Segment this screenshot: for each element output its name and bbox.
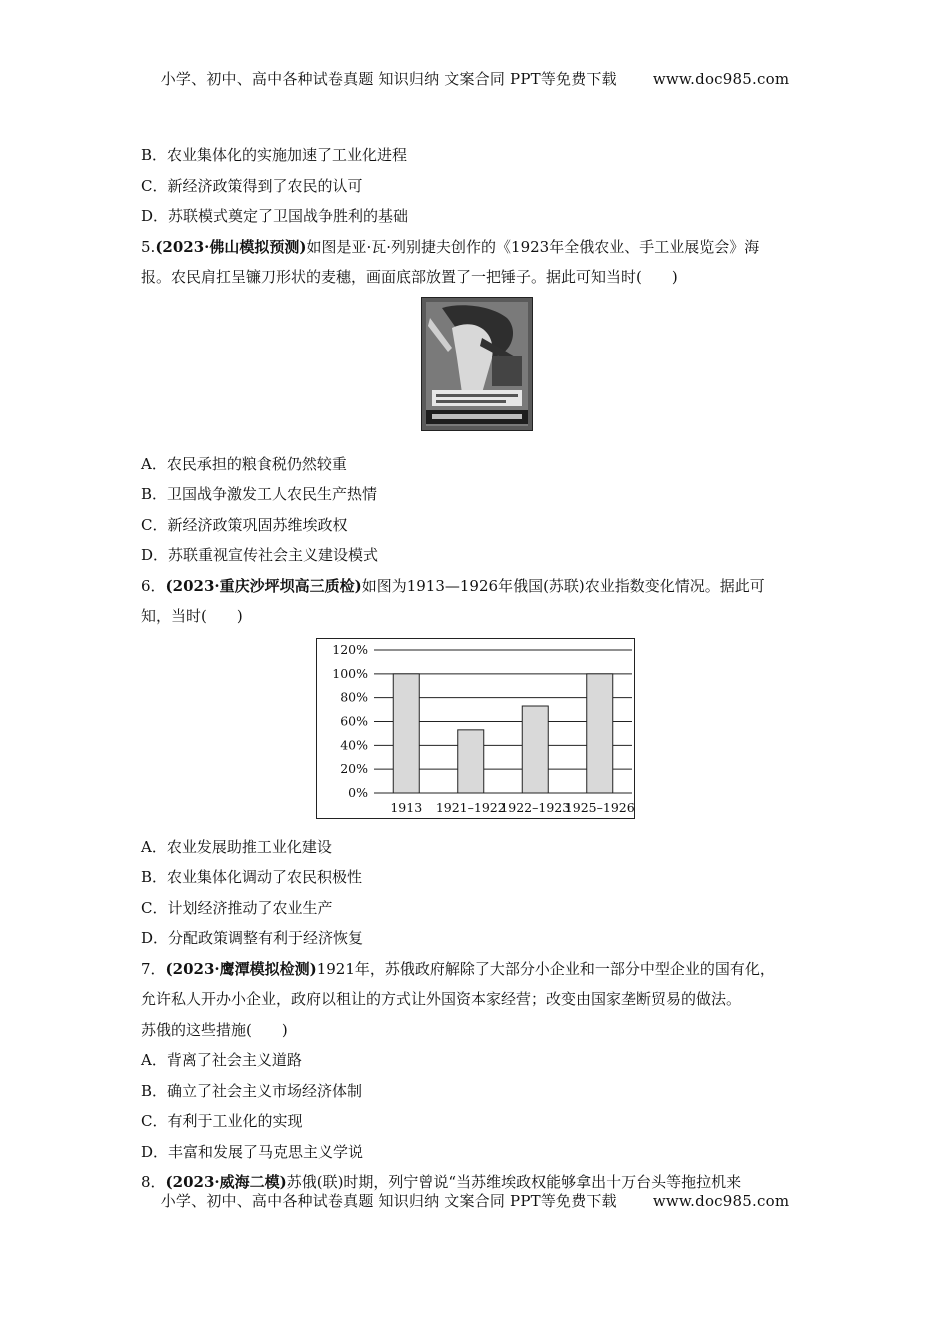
q4-option-c: C．新经济政策得到了农民的认可 [141,176,363,195]
bar [587,673,613,792]
q6-option-c: C．计划经济推动了农业生产 [141,898,333,917]
q5-option-c: C．新经济政策巩固苏维埃政权 [141,515,348,534]
q7-number: 7． [141,959,166,978]
q7-option-a: A．背离了社会主义道路 [141,1051,302,1069]
q7-option-d: D．丰富和发展了马克思主义学说 [141,1142,364,1161]
q8-source: (2023·威海二模) [165,1173,287,1191]
y-tick-label: 60% [340,713,368,728]
page-header [0,68,950,89]
agriculture-index-chart-wrap [141,638,811,832]
bar [522,706,548,793]
x-tick-label: 1913 [390,799,423,815]
page-footer [0,1190,950,1211]
poster-figure-wrap [141,297,811,447]
q7-stem-line1: 1921年，苏俄政府解除了大部分小企业和一部分中型企业的国有化， [316,959,775,978]
q5-source: (2023·佛山模拟预测) [155,237,307,256]
q6-option-a: A．农业发展助推工业化建设 [141,837,332,856]
q6-number: 6． [141,576,166,595]
footer-url[interactable]: www.doc985.com [652,1192,790,1210]
y-tick-label: 100% [332,665,368,681]
q8-number: 8． [141,1173,166,1191]
q7-stem [141,954,811,1046]
q5-option-d: D．苏联重视宣传社会主义建设模式 [141,546,379,564]
q7-stem-line3: 苏俄的这些措施( ) [141,1020,288,1039]
q5-number: 5. [141,237,156,256]
y-tick-label: 120% [332,641,368,657]
agriculture-index-chart [316,638,636,820]
x-tick-label: 1925–1926 [564,799,635,815]
q6-option-b: B．农业集体化调动了农民积极性 [141,868,363,886]
y-tick-label: 80% [340,689,368,705]
y-tick-label: 20% [340,760,368,776]
q6-source: (2023·重庆沙坪坝高三质检) [165,576,362,595]
q5-stem-line1: 如图是亚·瓦·列别捷夫创作的《1923年全俄农业、手工业展览会》海 [306,237,760,256]
q4-option-d: D．苏联模式奠定了卫国战争胜利的基础 [141,207,409,225]
q5-stem-line2: 报。农民肩扛呈镰刀形状的麦穗，画面底部放置了一把锤子。据此可知当时( ) [141,268,678,286]
q7-option-b: B．确立了社会主义市场经济体制 [141,1081,363,1100]
header-text: 小学、初中、高中各种试卷真题 知识归纳 文案合同 PPT等免费下载 [160,70,617,88]
y-tick-label: 40% [340,736,368,752]
q8-stem-line1: 苏俄(联)时期，列宁曾说“当苏维埃政权能够拿出十万台头等拖拉机来 [286,1173,742,1191]
bar [458,729,484,792]
x-tick-label: 1922–1923 [500,799,571,815]
bar [393,673,419,792]
question-content [141,140,811,1198]
q5-option-b: B．卫国战争激发工人农民生产热情 [141,485,378,503]
footer-text: 小学、初中、高中各种试卷真题 知识归纳 文案合同 PPT等免费下载 [160,1192,617,1210]
q7-source: (2023·鹰潭模拟检测) [165,959,317,978]
q6-option-d: D．分配政策调整有利于经济恢复 [141,929,364,947]
q4-option-b: B．农业集体化的实施加速了工业化进程 [141,146,408,164]
q6-stem-line2: 知，当时( ) [141,607,243,625]
q5-option-a: A．农民承担的粮食税仍然较重 [141,454,347,473]
q7-stem-line2: 允许私人开办小企业，政府以租让的方式让外国资本家经营；改变由国家垄断贸易的做法。 [141,990,742,1008]
q6-stem [141,571,811,632]
exhibition-poster-image [421,297,533,431]
q7-option-c: C．有利于工业化的实现 [141,1112,303,1130]
q6-stem-line1: 如图为1913—1926年俄国(苏联)农业指数变化情况。据此可 [361,576,765,595]
header-url[interactable]: www.doc985.com [652,70,790,88]
x-tick-label: 1921–1922 [435,799,506,815]
y-tick-label: 0% [348,784,368,800]
q5-stem [141,232,811,293]
